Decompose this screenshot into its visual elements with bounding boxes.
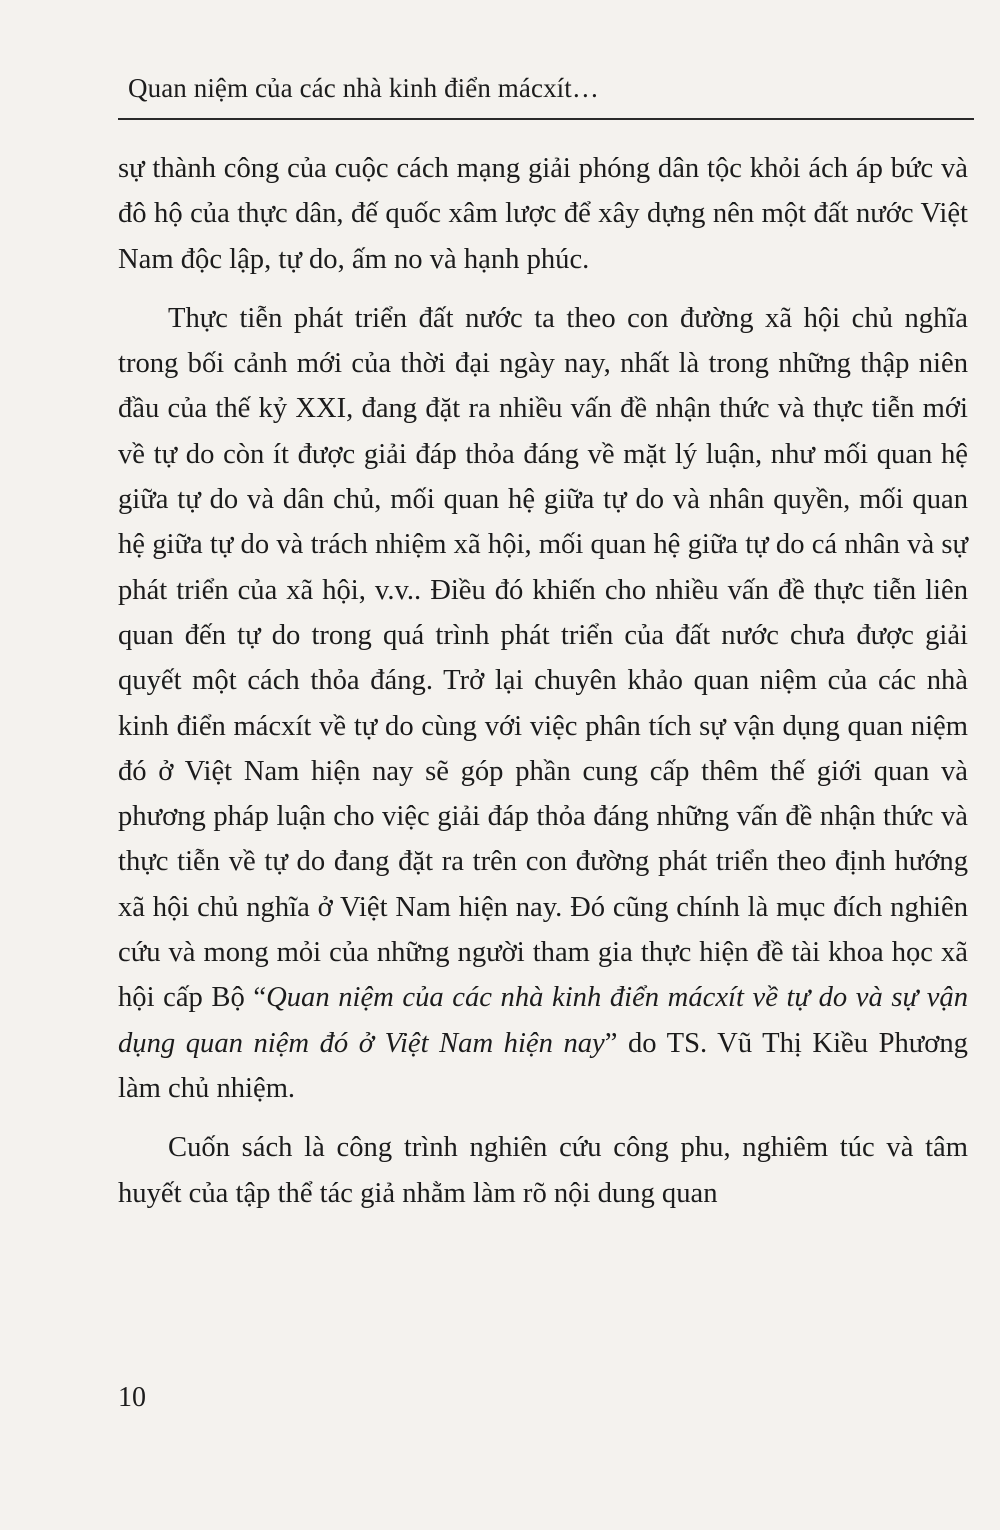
paragraph-practice xyxy=(118,296,968,1111)
paragraph-book: Cuốn sách là công trình nghiên cứu công phu, nghiêm túc và tâm huyết của tập thể tác giả nhằm làm rõ nội dung quan xyxy=(118,1132,968,1209)
paragraph-practice-end: ” do TS. Vũ Thị Kiều Phương làm chủ nhiệm. xyxy=(118,1027,968,1104)
research-title: Quan niệm của các nhà kinh điển mácxít về tự do và sự vận dụng quan niệm đó ở Việt Nam hiện nay xyxy=(118,982,968,1059)
running-header: Quan niệm của các nhà kinh điển mácxít… xyxy=(128,73,599,103)
page-number: 10 xyxy=(118,1382,146,1413)
paragraph-continued: sự thành công của cuộc cách mạng giải phóng dân tộc khỏi ách áp bức và đô hộ của thực dân, đế quốc xâm lược để xây dựng nên một đất nước Việt Nam độc lập, tự do, ấm no và hạnh phúc. xyxy=(118,153,968,275)
body-text xyxy=(118,146,968,1230)
header-rule xyxy=(118,118,974,120)
paragraph-practice-text: Thực tiễn phát triển đất nước ta theo con đường xã hội chủ nghĩa trong bối cảnh mới của thời đại ngày nay, nhất là trong những thập niên đầu của thế kỷ XXI, đang đặt ra nhiều vấn đề nhận thức và thực tiễn mới về tự do còn ít được giải đáp thỏa đáng về mặt lý luận, như mối quan hệ giữa tự do và dân chủ, mối quan hệ giữa tự do và nhân quyền, mối quan hệ giữa tự do và trách nhiệm xã hội, mối quan hệ giữa tự do cá nhân và sự phát triển của xã hội, v.v.. Điều đó khiến cho nhiều vấn đề thực tiễn liên quan đến tự do trong quá trình phát triển của đất nước chưa được giải quyết một cách thỏa đáng. Trở lại chuyên khảo quan niệm của các nhà kinh điển mácxít về tự do cùng với việc phân tích sự vận dụng quan niệm đó ở Việt Nam hiện nay sẽ góp phần cung cấp thêm thế giới quan và phương pháp luận cho việc giải đáp thỏa đáng những vấn đề nhận thức và thực tiễn về tự do đang đặt ra trên con đường phát triển theo định hướng xã hội chủ nghĩa ở Việt Nam hiện nay. Đó cũng chính là mục đích nghiên cứu và mong mỏi của những người tham gia thực hiện đề tài khoa học xã hội cấp Bộ “ xyxy=(118,302,968,1014)
